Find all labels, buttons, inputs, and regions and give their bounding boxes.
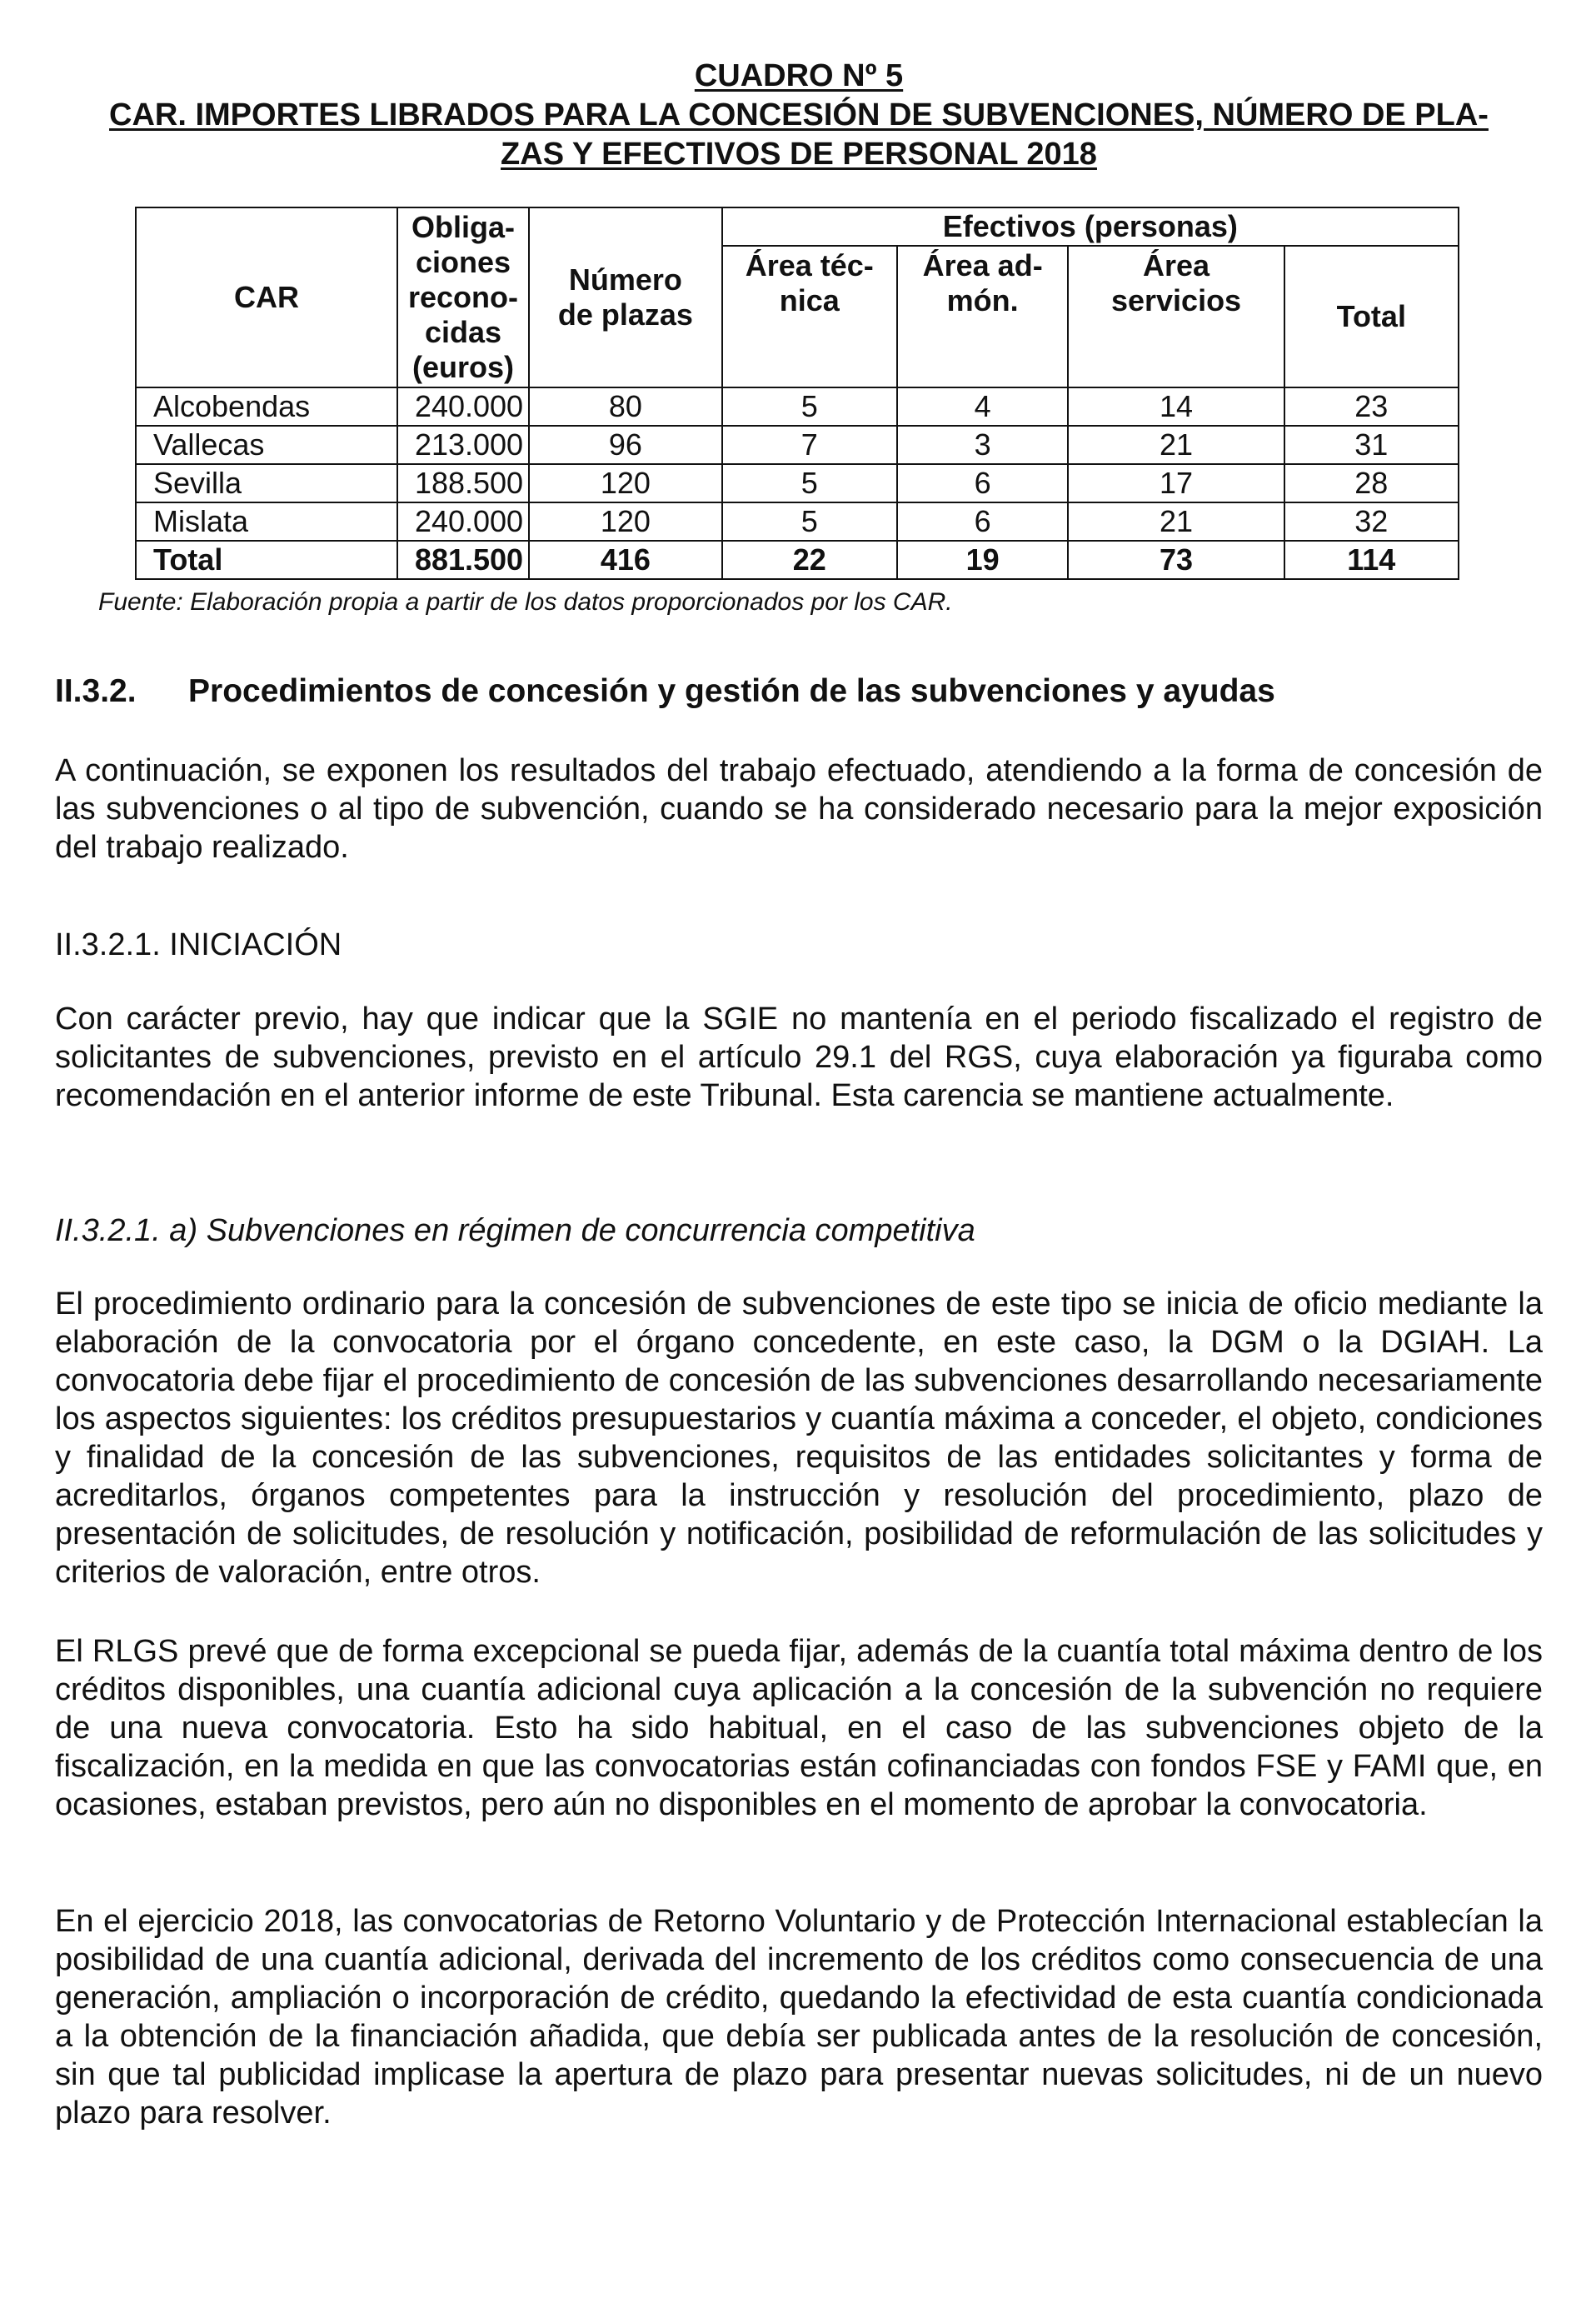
header-area-admon: Área ad-món. [897,246,1069,387]
cell-car: Vallecas [136,426,397,464]
car-table [135,207,1459,580]
header-obligaciones [397,207,529,387]
cell-plazas: 120 [529,464,722,502]
section-heading [55,673,1275,710]
header-efectivos: Efectivos (personas) [722,207,1459,246]
cell-obligaciones: 188.500 [397,464,529,502]
header-numero-plazas: Número de plazas [529,207,722,387]
cell-tecnica: 5 [722,387,897,426]
cell-admon: 3 [897,426,1069,464]
cell-tecnica: 7 [722,426,897,464]
table-row [136,426,1459,464]
cell-servicios: 21 [1068,502,1284,541]
cell-admon: 19 [897,541,1069,579]
cell-servicios: 73 [1068,541,1284,579]
paragraph-rlgs: El RLGS prevé que de forma excepcional se pueda fijar, además de la cuantía total máxima dentro de los créditos disponibles, una cuantía adicional cuya aplicación a la concesión de la subvención no requiere de una nueva convocatoria. Esto ha sido habitual, en el caso de las subvenciones objeto de la fiscalización, en la medida en que las convocatorias están cofinanciadas con fondos FSE y FAMI que, en ocasiones, estaban previstos, pero aún no disponibles en el momento de aprobar la convocatoria. [55,1634,1543,1822]
cell-tecnica: 22 [722,541,897,579]
title-line-1: CUADRO Nº 5 [694,58,904,93]
cell-tecnica: 5 [722,502,897,541]
table-row [136,502,1459,541]
cell-tecnica: 5 [722,464,897,502]
cell-car: Mislata [136,502,397,541]
table-title [55,57,1543,174]
cell-plazas: 96 [529,426,722,464]
iniciacion-heading: II.3.2.1. INICIACIÓN [55,927,342,962]
cell-car: Sevilla [136,464,397,502]
cell-obligaciones: 240.000 [397,387,529,426]
section-number: II.3.2. [55,673,137,709]
title-line-2: CAR. IMPORTES LIBRADOS PARA LA CONCESIÓN DE SUBVENCIONES, NÚMERO DE PLA- [109,97,1489,132]
cell-car: Total [136,541,397,579]
paragraph-iniciacion: Con carácter previo, hay que indicar que la SGIE no mantenía en el periodo fiscalizado el registro de solicitantes de subvenciones, previsto en el artículo 29.1 del RGS, cuya elaboración ya figuraba como recomendación en el anterior informe de este Tribunal. Esta carencia se mantiene actualmente. [55,1002,1543,1113]
table-row [136,464,1459,502]
cell-total: 32 [1284,502,1459,541]
title-line-3: ZAS Y EFECTIVOS DE PERSONAL 2018 [501,137,1097,172]
cell-car: Alcobendas [136,387,397,426]
section-title: Procedimientos de concesión y gestión de las subvenciones y ayudas [188,673,1275,709]
paragraph-intro: A continuación, se exponen los resultados del trabajo efectuado, atendiendo a la forma de concesión de las subvenciones o al tipo de subvención, cuando se ha considerado necesario para la mejor exposición del trabajo realizado. [55,753,1543,865]
table-row [136,387,1459,426]
header-car: CAR [136,207,397,387]
cell-obligaciones: 881.500 [397,541,529,579]
cell-servicios: 21 [1068,426,1284,464]
cell-total: 114 [1284,541,1459,579]
cell-total: 23 [1284,387,1459,426]
cell-total: 31 [1284,426,1459,464]
cell-plazas: 120 [529,502,722,541]
paragraph-ejercicio: En el ejercicio 2018, las convocatorias de Retorno Voluntario y de Protección Internacional establecían la posibilidad de una cuantía adicional, derivada del incremento de los créditos como consecuencia de una generación, ampliación o incorporación de crédito, quedando la efectividad de esta cuantía condicionada a la obtención de la financiación añadida, que debía ser publicada antes de la resolución de concesión, sin que tal publicidad implicase la apertura de plazo para presentar nuevas solicitudes, ni de un nuevo plazo para resolver. [55,1904,1543,2131]
cell-total: 28 [1284,464,1459,502]
header-area-servicios: Área servicios [1068,246,1284,387]
cell-servicios: 14 [1068,387,1284,426]
cell-servicios: 17 [1068,464,1284,502]
header-obligaciones-text: Obliga-ciones recono-cidas (euros) [408,210,519,384]
cell-admon: 6 [897,502,1069,541]
header-area-tecnica: Área téc-nica [722,246,897,387]
paragraph-concurrencia: El procedimiento ordinario para la concesión de subvenciones de este tipo se inicia de oficio mediante la elaboración de la convocatoria por el órgano concedente, en este caso, la DGM o la DGIAH. La convocatoria debe fijar el procedimiento de concesión de las subvenciones desarrollando necesariamente los aspectos siguientes: los créditos presupuestarios y cuantía máxima a conceder, el objeto, condiciones y finalidad de la concesión de las subvenciones, requisitos de las entidades solicitantes y forma de acreditarlos, órganos competentes para la instrucción y resolución del procedimiento, plazo de presentación de solicitudes, de resolución y notificación, posibilidad de reformulación de las solicitudes y criterios de valoración, entre otros. [55,1286,1543,1590]
table-total-row [136,541,1459,579]
concurrencia-heading: II.3.2.1. a) Subvenciones en régimen de concurrencia competitiva [55,1213,975,1248]
header-total: Total [1284,246,1459,387]
cell-obligaciones: 213.000 [397,426,529,464]
cell-obligaciones: 240.000 [397,502,529,541]
cell-plazas: 80 [529,387,722,426]
cell-plazas: 416 [529,541,722,579]
cell-admon: 6 [897,464,1069,502]
cell-admon: 4 [897,387,1069,426]
source-note: Fuente: Elaboración propia a partir de los datos proporcionados por los CAR. [98,588,953,616]
